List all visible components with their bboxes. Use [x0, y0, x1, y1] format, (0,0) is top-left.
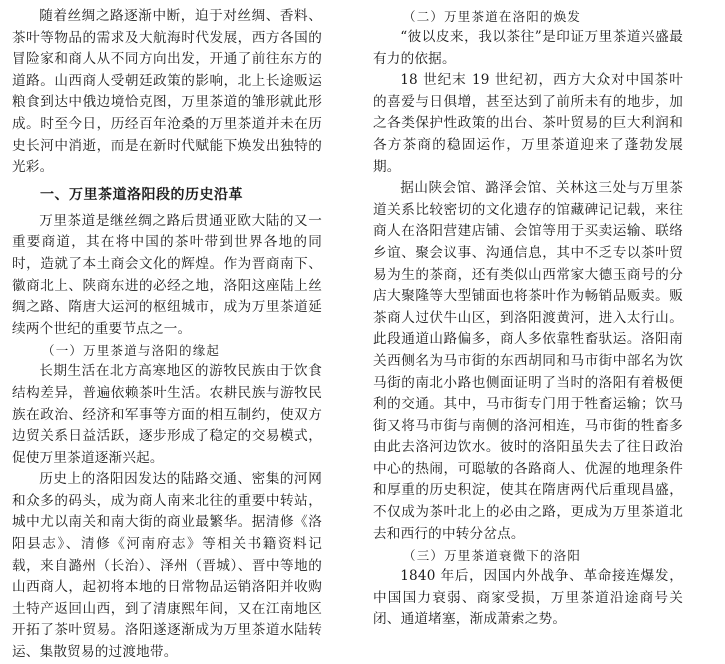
flourish-paragraph-3: 据山陕会馆、潞泽会馆、关林这三处与万里茶道关系比较密切的文化遗存的馆藏碑记记载，来往商人在洛阳营建店铺、会馆等用于买卖运输、联络乡谊、聚会议事、沟通信息，其中不乏专以茶叶贸易为生的茶商，还有类似山西常家大德玉商号的分店大聚隆等大型铺面也将茶叶作为畅销品贩卖。贩茶商人过伏牛山区，到洛阳渡黄河，进入太行山。此段通道山路偏多，商人多依靠牲畜驮运。洛阳南关西侧名为马市街的东西胡同和马市街中部名为饮马街的南北小路也侧面证明了当时的洛阳有着极便利的交通。其中，马市街专门用于牲畜运输；饮马街又将马市街与南侧的洛河相连，马市街的牲畜多由此去洛河边饮水。彼时的洛阳虽失去了往日政治中心的热闹，可聪敏的各路商人、优渥的地理条件和厚重的历史积淀，使其在隋唐两代后重现昌盛，不仅成为茶叶北上的必由之路，更成为万里茶道北去和西行的中转分岔点。	[373, 180, 683, 542]
intro-paragraph: 随着丝绸之路逐渐中断，迫于对丝绸、香料、茶叶等物品的需求及大航海时代发展，西方各国的冒险家和商人从不同方向出发，开通了前往东方的道路。山西商人受朝廷政策的影响，北上长途贩运粮食到达中俄边境恰克图，万里茶道的雏形就此形成。时至今日，历经百年沧桑的万里茶道并未在历史长河中消逝，而是在新时代赋能下焕发出独特的光彩。	[12, 8, 322, 176]
decline-paragraph: 1840 年后，因国内外战争、革命接连爆发，中国国力衰弱、商家受损，万里茶道沿途商号关闭、通道堵塞，渐成萧索之势。	[373, 568, 683, 628]
origin-paragraph-1: 长期生活在北方高寒地区的游牧民族由于饮食结构差异，普遍依赖茶叶生活。农耕民族与游牧民族在政治、经济和军事等方面的相互制约，使双方边贸关系日益活跃，逐步形成了稳定的交易模式，促使万里茶道逐渐兴起。	[12, 363, 322, 466]
subsection-heading-flourish: （二）万里茶道在洛阳的焕发	[403, 9, 582, 24]
flourish-paragraph-1: “彼以皮来，我以茶往”是印证万里茶道兴盛最有力的依据。	[373, 29, 683, 67]
subsection-heading-decline: （三）万里茶道衰微下的洛阳	[403, 548, 582, 564]
subsection-heading-origin: （一）万里茶道与洛阳的缘起	[42, 343, 221, 359]
right-column	[373, 6, 683, 631]
section-heading-history: 一、万里茶道洛阳段的历史沿革	[40, 186, 243, 203]
left-column	[12, 6, 322, 664]
origin-paragraph-2: 历史上的洛阳因发达的陆路交通、密集的河网和众多的码头，成为商人南来北往的重要中转站，城中尤以南关和南大街的商业最繁华。据清修《洛阳县志》、清修《河南府志》等相关书籍资料记载，来自潞州（长治）、泽州（晋城）、晋中等地的山西商人，起初将本地的日常物品运销洛阳并收购土特产返回山西，到了清康熙年间，又在江南地区开拓了茶叶贸易。洛阳遂逐渐成为万里茶道水陆转运、集散贸易的过渡地带。	[12, 471, 322, 661]
flourish-paragraph-2: 18 世纪末 19 世纪初，西方大众对中国茶叶的喜爱与日俱增，甚至达到了前所未有的地步，加之各类保护性政策的出台、茶叶贸易的巨大利润和各方茶商的稳固运作，万里茶道迎来了蓬勃发展期。	[373, 72, 683, 175]
section1-paragraph: 万里茶道是继丝绸之路后贯通亚欧大陆的又一重要商道，其在将中国的茶叶带到世界各地的同时，造就了本土商会文化的辉煌。作为晋商南下、徽商北上、陕商东进的必经之地，洛阳这座陆上丝绸之路、隋唐大运河的枢纽城市，成为万里茶道延续两个世纪的重要节点之一。	[12, 212, 322, 337]
